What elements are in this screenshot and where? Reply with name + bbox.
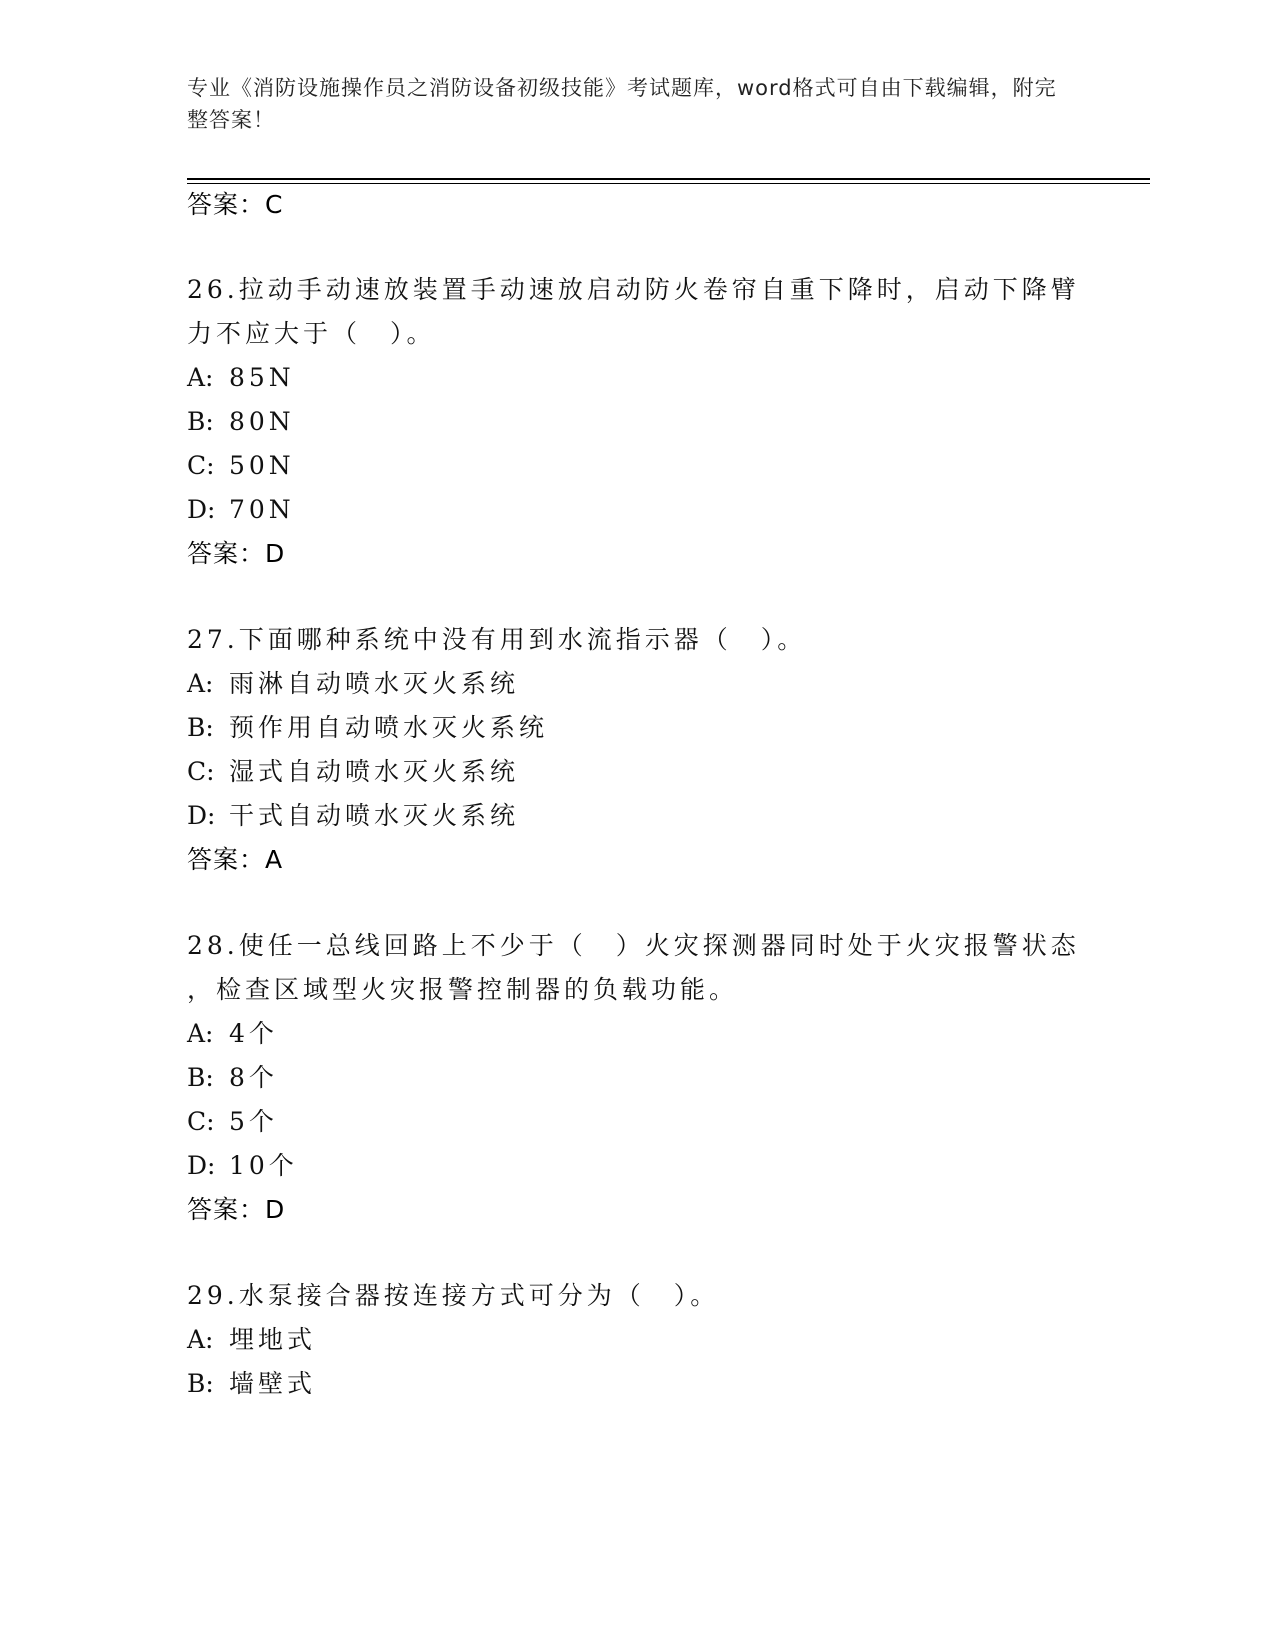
header-divider-thick	[187, 178, 1150, 180]
option-letter: D:	[187, 1151, 216, 1180]
option-letter: A:	[187, 363, 214, 392]
question-28-option-d	[187, 1150, 298, 1182]
option-text: 墙壁式	[229, 1369, 317, 1398]
option-text: 干式自动喷水灭火系统	[229, 801, 520, 830]
option-text: 湿式自动喷水灭火系统	[229, 757, 520, 786]
option-letter: A:	[187, 1325, 214, 1354]
option-letter: B:	[187, 713, 214, 742]
option-letter: B:	[187, 407, 214, 436]
option-text: 预作用自动喷水灭火系统	[229, 713, 549, 742]
question-28-option-c	[187, 1106, 278, 1138]
option-letter: A:	[187, 669, 214, 698]
question-27-stem-line-1: 27.下面哪种系统中没有用到水流指示器（ ）。	[187, 625, 807, 654]
option-letter: B:	[187, 1063, 214, 1092]
question-28-stem-line-1: 28.使任一总线回路上不少于（ ）火灾探测器同时处于火灾报警状态	[187, 931, 1080, 960]
option-letter: D:	[187, 495, 216, 524]
option-letter: C:	[187, 757, 215, 786]
option-text: 5个	[229, 1107, 278, 1136]
question-29-option-b	[187, 1368, 316, 1400]
question-29-stem-line-1: 29.水泵接合器按连接方式可分为（ ）。	[187, 1281, 720, 1310]
header-divider-thin	[187, 183, 1150, 184]
question-27-option-c	[187, 756, 519, 788]
option-text: 埋地式	[229, 1325, 317, 1354]
question-28-stem-line-2: ，检查区域型火灾报警控制器的负载功能。	[187, 975, 739, 1004]
option-letter: A:	[187, 1019, 214, 1048]
option-letter: C:	[187, 451, 215, 480]
option-text: 70N	[229, 495, 295, 524]
question-26-option-c	[187, 450, 295, 482]
option-letter: D:	[187, 801, 216, 830]
question-26-stem-line-2: 力不应大于（ ）。	[187, 319, 436, 348]
question-28-option-b	[187, 1062, 278, 1094]
option-text: 雨淋自动喷水灭火系统	[229, 669, 520, 698]
question-26-option-b	[187, 406, 295, 438]
option-text: 85N	[229, 363, 295, 392]
question-27-answer: 答案：A	[187, 845, 284, 874]
question-27-option-d	[187, 800, 519, 832]
option-text: 50N	[229, 451, 295, 480]
option-text: 4个	[229, 1019, 278, 1048]
question-26-stem-line-1: 26.拉动手动速放装置手动速放启动防火卷帘自重下降时，启动下降臂	[187, 275, 1080, 304]
question-26-answer: 答案：D	[187, 539, 286, 568]
question-28-option-a	[187, 1018, 278, 1050]
option-text: 8个	[229, 1063, 278, 1092]
question-27-option-a	[187, 668, 519, 700]
question-26-option-a	[187, 362, 295, 394]
option-text: 80N	[229, 407, 295, 436]
question-26-option-d	[187, 494, 295, 526]
previous-answer: 答案：C	[187, 190, 284, 219]
document-description: 专业《消防设施操作员之消防设备初级技能》考试题库，word格式可自由下载编辑，附完整答案！	[187, 76, 1057, 132]
option-letter: C:	[187, 1107, 215, 1136]
question-27-option-b	[187, 712, 548, 744]
option-text: 10个	[229, 1151, 298, 1180]
question-29-option-a	[187, 1324, 316, 1356]
question-28-answer: 答案：D	[187, 1195, 286, 1224]
option-letter: B:	[187, 1369, 214, 1398]
